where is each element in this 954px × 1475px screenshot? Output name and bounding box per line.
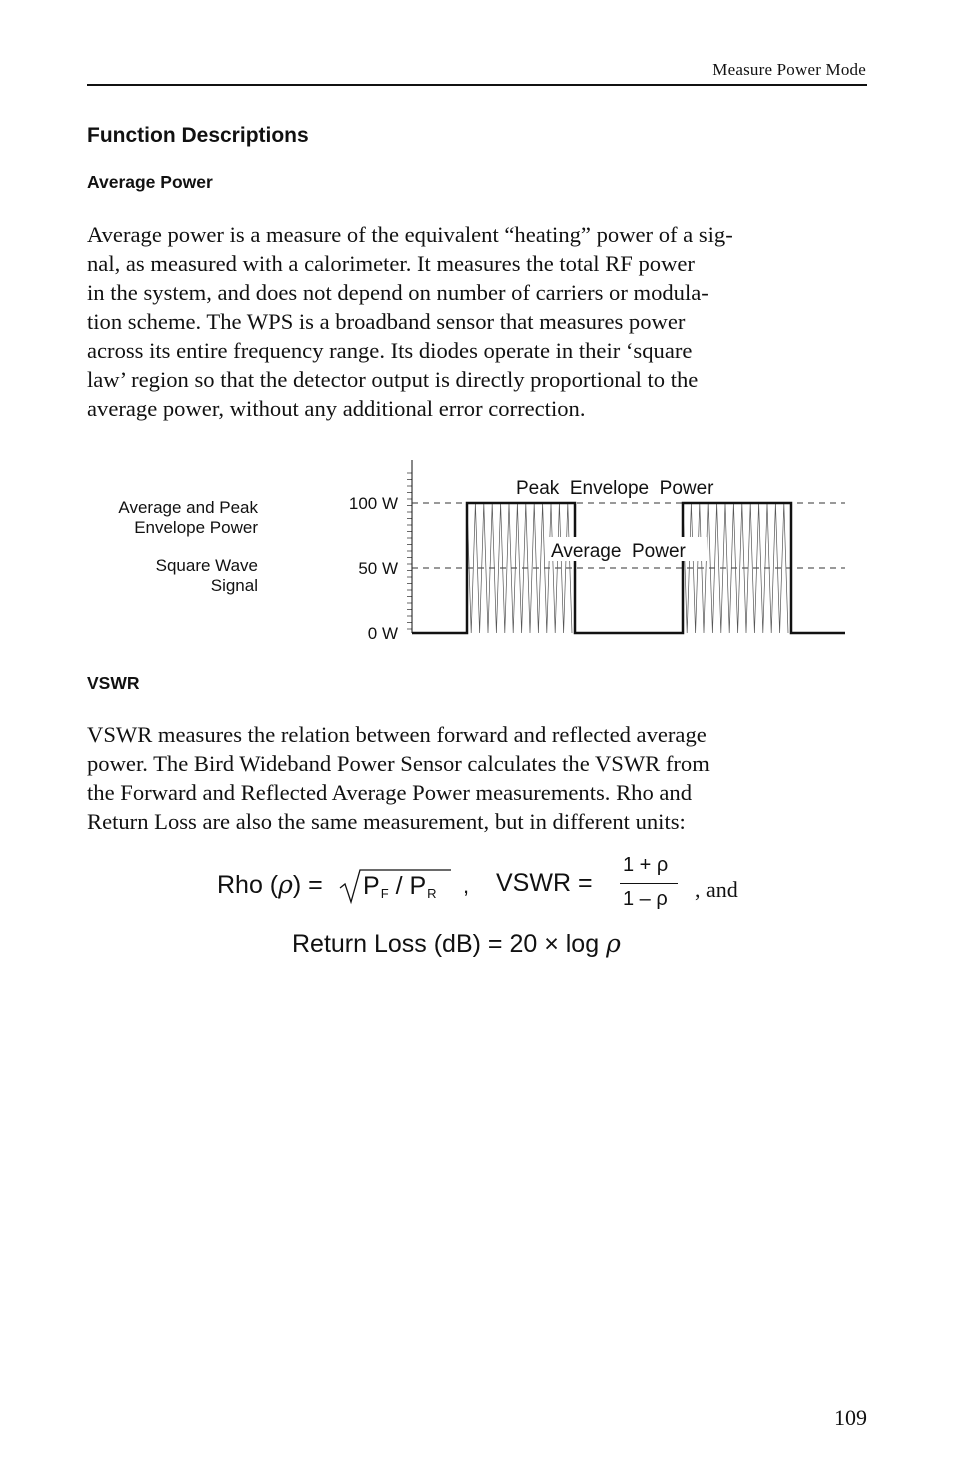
rho-formula: [217, 870, 323, 900]
pr-symbol: P: [409, 872, 427, 900]
section-title: Function Descriptions: [87, 124, 309, 147]
paragraph-line: power. The Bird Wideband Power Sensor calculates the VSWR from: [87, 751, 710, 776]
rho-symbol: ρ: [278, 870, 293, 899]
ratio-slash: /: [388, 872, 410, 900]
legend-line: Average and Peak: [118, 498, 258, 517]
y-tick-label-0: 0 W: [367, 624, 398, 643]
return-loss-formula: [292, 929, 621, 959]
pr-subscript: R: [427, 886, 437, 901]
pf-symbol: P: [363, 872, 380, 900]
power-ratio: [363, 872, 437, 901]
paragraph-line: nal, as measured with a calorimeter. It measures the total RF power: [87, 251, 695, 276]
carrier-oscillation: [467, 503, 788, 633]
paragraph-line: Return Loss are also the same measurement, but in different units:: [87, 809, 686, 834]
paragraph-line: tion scheme. The WPS is a broadband sensor that measures power: [87, 309, 686, 334]
paragraph-line: VSWR measures the relation between forward and reflected average: [87, 722, 707, 747]
paragraph-line: in the system, and does not depend on number of carriers or modula-: [87, 280, 709, 305]
power-figure: [87, 455, 867, 650]
paragraph-line: Average power is a measure of the equivalent “heating” power of a sig-: [87, 222, 733, 247]
rho-lhs-text: Rho (: [217, 871, 279, 899]
legend-line: Signal: [210, 575, 258, 595]
return-loss-rho: ρ: [606, 929, 621, 958]
peak-envelope-label: Peak Envelope Power: [516, 478, 714, 499]
vswr-paragraph: [87, 720, 869, 836]
vswr-heading: VSWR: [87, 673, 140, 693]
average-power-heading: Average Power: [87, 172, 213, 192]
and-text: , and: [695, 877, 738, 902]
vswr-denominator: 1 – ρ: [623, 888, 668, 910]
legend-line: Square Wave: [155, 556, 258, 575]
return-loss-text: Return Loss (dB) = 20 × log: [292, 930, 600, 958]
fraction-bar: [620, 883, 678, 884]
y-tick-label-100: 100 W: [348, 494, 398, 513]
rho-equals: ) =: [292, 871, 323, 899]
page-number: 109: [834, 1405, 867, 1430]
paragraph-line: the Forward and Reflected Average Power measurements. Rho and: [87, 780, 693, 805]
legend-line: Envelope Power: [134, 517, 258, 537]
pf-subscript: F: [380, 886, 389, 901]
header-rule: [87, 84, 867, 86]
average-power-paragraph: [87, 220, 869, 423]
formula-comma: ,: [463, 873, 470, 898]
axis-minor-ticks: [407, 473, 412, 629]
y-tick-label-50: 50 W: [358, 559, 398, 578]
vswr-lhs: VSWR =: [496, 869, 593, 897]
running-head: Measure Power Mode: [712, 60, 866, 79]
average-power-label: Average Power: [551, 541, 686, 562]
paragraph-line: law’ region so that the detector output is directly proportional to the: [87, 367, 699, 392]
vswr-numerator: 1 + ρ: [623, 854, 669, 876]
paragraph-line: across its entire frequency range. Its diodes operate in their ‘square: [87, 338, 693, 363]
power-chart: [87, 455, 867, 650]
paragraph-line: average power, without any additional error correction.: [87, 396, 586, 421]
